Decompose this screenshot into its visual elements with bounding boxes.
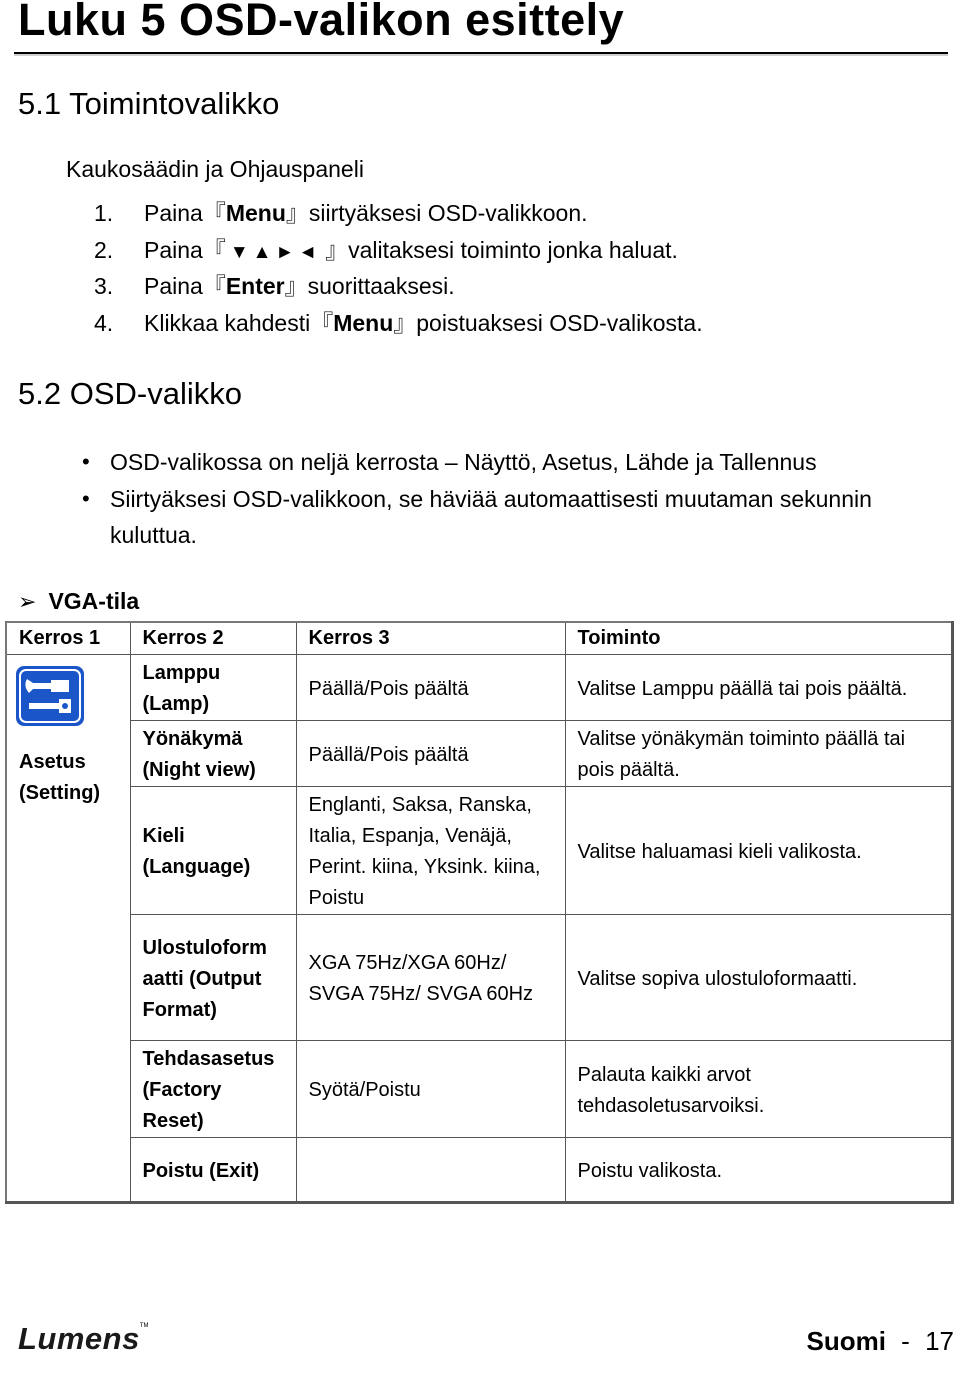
- logo-wordmark: Lumens: [18, 1321, 140, 1356]
- layer2-cell: Poistu (Exit): [130, 1138, 296, 1203]
- step-item: [94, 235, 703, 272]
- step-number: 4.: [94, 309, 114, 336]
- layer3-cell: XGA 75Hz/XGA 60Hz/ SVGA 75Hz/ SVGA 60Hz: [296, 915, 565, 1041]
- section-title-5-2: 5.2 OSD-valikko: [18, 376, 242, 411]
- layer3-cell: [296, 1138, 565, 1203]
- bullet-text: Siirtyäksesi OSD-valikkoon, se häviää automaattisesti muutaman sekunnin kuluttua.: [110, 485, 872, 548]
- chapter-title: Luku 5 OSD-valikon esittely: [18, 0, 625, 45]
- step-key: Menu: [333, 309, 394, 336]
- step-text: Paina: [144, 200, 203, 226]
- table-row: [6, 1041, 953, 1138]
- step-text: suorittaaksesi.: [307, 273, 455, 299]
- function-cell: Valitse sopiva ulostuloformaatti.: [565, 915, 953, 1041]
- layer2-cell: Ulostuloform aatti (Output Format): [130, 915, 296, 1041]
- bullet-item: [82, 481, 942, 554]
- step-text: poistuaksesi OSD-valikosta.: [416, 309, 703, 336]
- table-row: [6, 655, 953, 721]
- layer3-cell: Englanti, Saksa, Ranska, Italia, Espanja, Venäjä, Perint. kiina, Yksink. kiina, Poistu: [296, 787, 565, 915]
- bracket-close: 』: [393, 309, 417, 336]
- layer1-name: Asetus: [19, 751, 86, 773]
- layer2-cell: Lamppu (Lamp): [130, 655, 296, 721]
- bracket-close: 』: [285, 200, 309, 226]
- layer3-cell: Päällä/Pois päältä: [296, 655, 565, 721]
- bracket-open: 『: [202, 273, 226, 299]
- function-cell: Poistu valikosta.: [565, 1138, 953, 1203]
- vga-mode-heading: [18, 588, 139, 615]
- arrow-bullet-icon: ➢: [18, 589, 37, 614]
- section-title-5-1: 5.1 Toimintovalikko: [18, 86, 280, 121]
- table-row: [6, 787, 953, 915]
- step-text: Klikkaa kahdesti: [144, 309, 311, 336]
- osd-menu-table: [5, 621, 954, 1204]
- page-number: 17: [925, 1326, 954, 1356]
- step-number: 3.: [94, 273, 114, 299]
- bullet-item: [82, 444, 942, 481]
- lumens-logo: [18, 1321, 149, 1357]
- table-row: [6, 1138, 953, 1203]
- function-cell: Palauta kaikki arvot tehdasoletusarvoiksi.: [565, 1041, 953, 1138]
- function-cell: Valitse yönäkymän toiminto päällä tai pois päältä.: [565, 721, 953, 787]
- step-item: [94, 198, 703, 235]
- page-footer: [806, 1326, 954, 1357]
- layer2-cell: Kieli (Language): [130, 787, 296, 915]
- bracket-open: 『: [310, 309, 334, 336]
- bracket-close: 』: [284, 273, 308, 299]
- step-text: siirtyäksesi OSD-valikkoon.: [308, 200, 588, 226]
- step-text: Paina: [144, 236, 203, 263]
- function-cell: Valitse haluamasi kieli valikosta.: [565, 787, 953, 915]
- table-row: [6, 915, 953, 1041]
- layer1-english: (Setting): [19, 782, 101, 804]
- layer1-cell: [6, 655, 130, 1203]
- table-header-row: [6, 622, 953, 655]
- header-layer2: Kerros 2: [130, 622, 296, 655]
- bullet-icon: •: [82, 449, 90, 474]
- bullet-list: [82, 444, 942, 554]
- bullet-icon: •: [82, 485, 90, 511]
- step-key: Menu: [225, 200, 286, 226]
- bracket-open: 『: [202, 200, 226, 226]
- step-item: [94, 308, 703, 345]
- steps-list: [94, 198, 703, 344]
- layer2-cell: Tehdasasetus (Factory Reset): [130, 1041, 296, 1138]
- vga-mode-label: VGA-tila: [48, 588, 140, 614]
- step-number: 1.: [94, 200, 114, 226]
- function-cell: Valitse Lamppu päällä tai pois päältä.: [565, 655, 953, 721]
- setting-tools-icon: [15, 665, 85, 727]
- bracket-close: 』: [325, 236, 349, 263]
- table-row: [6, 721, 953, 787]
- layer3-cell: Syötä/Poistu: [296, 1041, 565, 1138]
- step-item: [94, 271, 703, 308]
- step-number: 2.: [94, 236, 114, 263]
- title-divider: [14, 52, 948, 54]
- footer-separator: -: [901, 1326, 910, 1356]
- arrow-keys-icon: ▼▲►◄: [229, 241, 322, 263]
- header-layer1: Kerros 1: [6, 622, 130, 655]
- bracket-open: 『: [202, 236, 226, 263]
- header-function: Toiminto: [565, 622, 953, 655]
- section-subheading: Kaukosäädin ja Ohjauspaneli: [66, 156, 364, 182]
- layer2-cell: Yönäkymä (Night view): [130, 721, 296, 787]
- step-text: valitaksesi toiminto jonka haluat.: [348, 236, 678, 263]
- footer-language: Suomi: [806, 1326, 886, 1356]
- step-key: Enter: [225, 273, 285, 299]
- header-layer3: Kerros 3: [296, 622, 565, 655]
- step-text: Paina: [144, 273, 203, 299]
- logo-trademark: TM: [139, 1323, 149, 1329]
- layer3-cell: Päällä/Pois päältä: [296, 721, 565, 787]
- bullet-text: OSD-valikossa on neljä kerrosta – Näyttö, Asetus, Lähde ja Tallennus: [110, 449, 817, 475]
